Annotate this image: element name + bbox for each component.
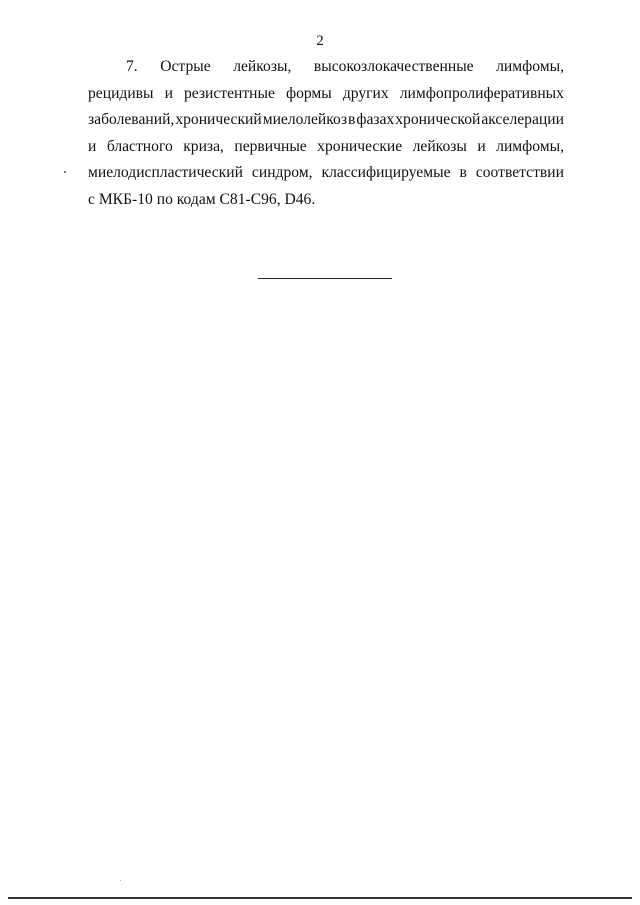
word: криза, xyxy=(183,137,224,155)
word: лимфомы, xyxy=(496,137,564,155)
paragraph-line xyxy=(88,187,564,214)
word: и xyxy=(164,84,173,102)
word: лимфомы, xyxy=(496,58,564,75)
word: высокозлокачественные xyxy=(313,58,474,75)
scan-speck xyxy=(64,171,66,173)
word: фазах xyxy=(356,111,395,129)
word: в xyxy=(348,111,356,129)
paragraph-line xyxy=(88,81,564,108)
word: лимфопролиферативных xyxy=(399,84,564,102)
scan-speck xyxy=(120,880,121,881)
paragraph-line xyxy=(88,107,564,134)
word: хронический xyxy=(175,111,262,129)
word: лейкозы, xyxy=(233,58,292,75)
word: резистентные xyxy=(183,84,275,102)
word: хронической xyxy=(395,111,481,129)
paragraph-line xyxy=(88,160,564,187)
section-end-separator xyxy=(258,278,392,279)
paragraph-line xyxy=(88,134,564,161)
scan-bottom-edge xyxy=(8,897,632,899)
word: других xyxy=(342,84,389,102)
word: 7. xyxy=(126,58,138,75)
word: заболеваний, xyxy=(88,111,175,129)
word: в xyxy=(459,164,467,182)
word: рецидивы xyxy=(88,84,154,102)
word: миелолейкоз xyxy=(262,111,348,129)
word: формы xyxy=(285,84,332,102)
paragraph-item-7 xyxy=(88,54,564,214)
word: с МКБ-10 по кодам С81-С96, D46. xyxy=(88,190,316,208)
word: акселерации xyxy=(481,111,564,129)
word: соответствии xyxy=(475,164,564,182)
word: Острые xyxy=(160,58,211,75)
word: и xyxy=(477,137,486,155)
word: бластного xyxy=(106,137,173,155)
word: синдром, xyxy=(251,164,313,182)
word: классифицируемые xyxy=(321,164,451,182)
word: первичные xyxy=(234,137,307,155)
word: миелодиспластический xyxy=(88,164,243,182)
word: и xyxy=(88,137,97,155)
page-number: 2 xyxy=(316,33,324,49)
word: хронические xyxy=(317,137,403,155)
paragraph-line xyxy=(88,54,564,81)
word: лейкозы xyxy=(412,137,467,155)
